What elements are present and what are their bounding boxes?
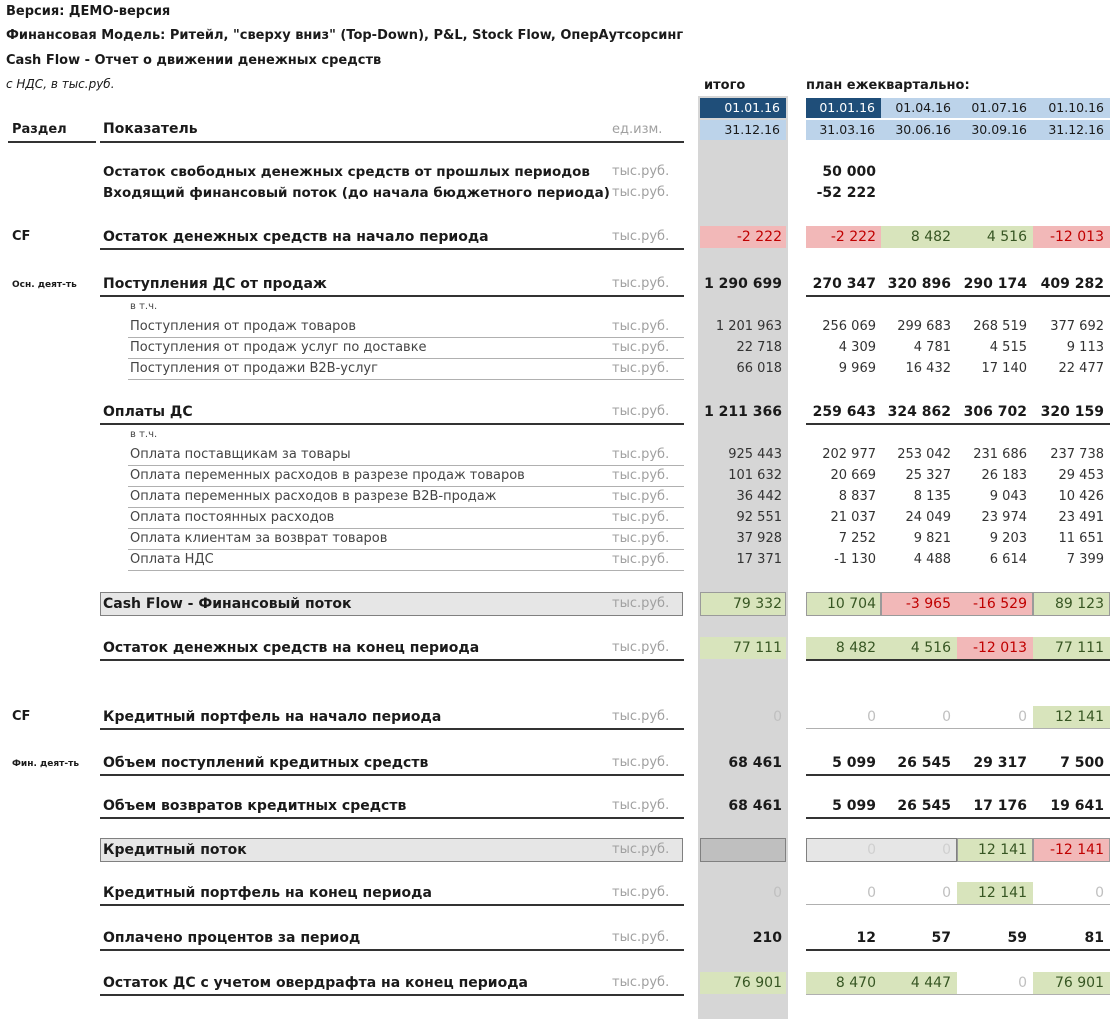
row-q1: 202 977 [822,447,876,462]
row-underline [806,774,1110,776]
row-q2: 8 135 [913,489,951,504]
row-q3: 0 [1018,975,1027,991]
row-label: Оплата поставщикам за товары [130,447,351,462]
row-unit: тыс.руб. [612,885,670,900]
table-row [0,229,1110,249]
row-q3: 4 515 [989,340,1027,355]
row-q1: 4 309 [838,340,876,355]
row-underline [806,423,1110,425]
table-row [0,552,1110,572]
table-row [0,468,1110,488]
row-q3: 290 174 [963,276,1027,292]
row-underline [100,659,684,661]
row-q4: 89 123 [1055,596,1104,612]
row-label: Оплачено процентов за период [103,930,361,946]
q2-end-date: 30.06.16 [895,122,951,137]
q1-end-date: 31.03.16 [819,122,875,137]
row-q3: -16 529 [972,596,1027,612]
row-q2: 24 049 [905,510,951,525]
row-underline [806,817,1110,819]
row-q2: 9 821 [913,531,951,546]
row-underline [806,904,1110,905]
row-q3: 6 614 [989,552,1027,567]
row-label: Кредитный портфель на конец периода [103,885,432,901]
row-q2: 0 [942,885,951,901]
row-underline [100,248,684,250]
row-q4: 9 113 [1066,340,1104,355]
row-q3: 12 141 [978,885,1027,901]
row-underline [100,774,684,776]
row-unit: тыс.руб. [612,319,670,334]
q3-end-date: 30.09.16 [971,122,1027,137]
row-total: 66 018 [736,361,782,376]
row-total: 925 443 [728,447,782,462]
row-q4: 7 500 [1060,755,1104,771]
row-q1: -52 222 [816,185,876,201]
row-underline [128,465,684,466]
row-q1: 0 [867,885,876,901]
row-q1: 21 037 [830,510,876,525]
total-start-date: 01.01.16 [700,98,786,118]
row-unit: тыс.руб. [612,930,670,945]
row-label: Оплаты ДС [103,404,193,420]
row-underline [128,528,684,529]
row-q2: 16 432 [905,361,951,376]
row-label: Остаток ДС с учетом овердрафта на конец периода [103,975,528,991]
row-label: Cash Flow - Финансовый поток [103,596,352,612]
row-total: 0 [773,709,782,725]
row-q4: 22 477 [1058,361,1104,376]
section-header: Раздел [12,122,67,137]
row-q1: 8 470 [835,975,876,991]
row-label: Объем поступлений кредитных средств [103,755,429,771]
plan-label: план ежеквартально: [806,78,970,93]
row-q3: 12 141 [978,842,1027,858]
row-underline [100,949,684,951]
row-label: Поступления ДС от продаж [103,276,327,292]
row-unit: тыс.руб. [612,404,670,419]
row-underline [128,570,684,571]
row-label: в т.ч. [130,301,158,312]
row-q3: 23 974 [981,510,1027,525]
row-total: 92 551 [736,510,782,525]
row-unit: тыс.руб. [612,510,670,525]
row-label: в т.ч. [130,429,158,440]
row-unit: тыс.руб. [612,447,670,462]
row-section: CF [12,709,31,724]
row-unit: тыс.руб. [612,489,670,504]
row-q1: 270 347 [812,276,876,292]
row-q2: 26 545 [897,755,951,771]
row-q1: 10 704 [827,596,876,612]
row-label: Кредитный поток [103,842,247,858]
row-q1: 7 252 [838,531,876,546]
table-row [0,301,1110,315]
table-row [0,975,1110,995]
unit-header: ед.изм. [612,122,663,137]
row-q1: -1 130 [834,552,876,567]
row-label: Поступления от продаж услуг по доставке [130,340,427,355]
row-total: 210 [752,930,782,946]
table-row [0,340,1110,360]
row-total: 37 928 [736,531,782,546]
row-q1: 256 069 [822,319,876,334]
table-row [0,531,1110,551]
row-q4: 7 399 [1066,552,1104,567]
row-q2: 57 [931,930,951,946]
row-q3: 9 203 [989,531,1027,546]
row-label: Объем возвратов кредитных средств [103,798,407,814]
row-q4: 29 453 [1058,468,1104,483]
total-end-date: 31.12.16 [700,120,786,140]
row-underline [128,358,684,359]
row-q3: 4 516 [986,229,1027,245]
row-label: Оплата переменных расходов в разрезе продаж товаров [130,468,525,483]
row-q3: 9 043 [989,489,1027,504]
row-q1: 8 482 [835,640,876,656]
row-q4: 0 [1095,885,1104,901]
table-row [0,798,1110,818]
row-label: Кредитный портфель на начало периода [103,709,442,725]
row-q1: 20 669 [830,468,876,483]
row-q2: 26 545 [897,798,951,814]
row-underline [806,994,1110,995]
row-q3: 26 183 [981,468,1027,483]
row-unit: тыс.руб. [612,755,670,770]
table-row [0,755,1110,775]
row-q4: 12 141 [1055,709,1104,725]
row-section: Фин. деят-ть [12,759,80,769]
row-unit: тыс.руб. [612,361,670,376]
row-total: 36 442 [736,489,782,504]
header-underline-section [8,141,96,143]
table-row [0,930,1110,950]
row-total: 1 290 699 [704,276,782,292]
row-underline [128,337,684,338]
row-total: 77 111 [733,640,782,656]
row-underline [100,904,684,906]
row-unit: тыс.руб. [612,185,670,200]
row-unit: тыс.руб. [612,164,670,179]
q4-end-date: 31.12.16 [1048,122,1104,137]
row-total: 17 371 [736,552,782,567]
row-label: Поступления от продажи B2B-услуг [130,361,378,376]
row-label: Поступления от продаж товаров [130,319,357,334]
table-row [0,447,1110,467]
row-q2: 4 781 [913,340,951,355]
row-total: 22 718 [736,340,782,355]
row-q3: -12 013 [972,640,1027,656]
row-q1: 50 000 [822,164,876,180]
row-q1: 12 [856,930,876,946]
row-underline [100,817,684,819]
row-total: 0 [773,885,782,901]
row-label: Остаток денежных средств на конец периода [103,640,480,656]
row-q4: -12 013 [1049,229,1104,245]
row-q4: 377 692 [1050,319,1104,334]
table-row [0,596,1110,616]
row-label: Оплата клиентам за возврат товаров [130,531,388,546]
row-q2: 4 447 [910,975,951,991]
table-row [0,510,1110,530]
row-unit: тыс.руб. [612,276,670,291]
row-q1: 5 099 [832,798,876,814]
row-q2: 299 683 [897,319,951,334]
table-row [0,164,1110,184]
row-q3: 59 [1007,930,1027,946]
row-underline [100,295,684,297]
row-unit: тыс.руб. [612,468,670,483]
table-row [0,489,1110,509]
row-underline [128,486,684,487]
row-q3: 29 317 [973,755,1027,771]
row-q2: 25 327 [905,468,951,483]
q4-start-date: 01.10.16 [1048,100,1104,115]
row-underline [128,549,684,550]
row-q1: 0 [867,709,876,725]
table-row [0,319,1110,339]
row-q2: 4 488 [913,552,951,567]
row-q4: 320 159 [1040,404,1104,420]
row-unit: тыс.руб. [612,975,670,990]
q1-start-date: 01.01.16 [819,100,875,115]
row-q4: 76 901 [1055,975,1104,991]
units-note: с НДС, в тыс.руб. [6,77,115,91]
report-title: Cash Flow - Отчет о движении денежных средств [6,53,382,68]
table-row [0,404,1110,424]
row-underline [100,994,684,996]
table-row [0,640,1110,660]
row-underline [128,379,684,380]
row-q2: 0 [942,709,951,725]
row-unit: тыс.руб. [612,842,670,857]
row-q4: 23 491 [1058,510,1104,525]
row-q1: 0 [867,842,876,858]
row-q2: -3 965 [905,596,951,612]
row-q2: 0 [942,842,951,858]
row-label: Остаток денежных средств на начало периода [103,229,489,245]
row-underline [806,728,1110,729]
row-unit: тыс.руб. [612,709,670,724]
table-row [0,185,1110,205]
table-row [0,842,1110,862]
row-q2: 253 042 [897,447,951,462]
row-q2: 320 896 [887,276,951,292]
table-row [0,429,1110,443]
row-unit: тыс.руб. [612,531,670,546]
row-total: 101 632 [728,468,782,483]
table-row [0,276,1110,296]
model-title: Финансовая Модель: Ритейл, "сверху вниз" (Top-Down), P&L, Stock Flow, ОперАутсорсинг [6,28,684,43]
version-title: Версия: ДЕМО-версия [6,4,171,19]
row-q4: 77 111 [1055,640,1104,656]
row-total: 76 901 [733,975,782,991]
row-q2: 4 516 [910,640,951,656]
row-q3: 17 140 [981,361,1027,376]
row-q3: 0 [1018,709,1027,725]
row-underline [806,295,1110,297]
row-q4: 81 [1084,930,1104,946]
row-q4: 237 738 [1050,447,1104,462]
indicator-header: Показатель [103,121,198,137]
row-total: 79 332 [733,596,782,612]
row-total: 68 461 [728,755,782,771]
row-section: Осн. деят-ть [12,280,77,290]
row-label: Оплата переменных расходов в разрезе B2B-продаж [130,489,497,504]
row-q1: 8 837 [838,489,876,504]
header-underline-indicator [100,141,684,143]
row-q4: 11 651 [1058,531,1104,546]
q2-start-date: 01.04.16 [895,100,951,115]
row-q1: -2 222 [830,229,876,245]
row-q4: 409 282 [1040,276,1104,292]
row-underline [100,423,684,425]
itogo-label: итого [704,78,746,93]
row-underline [806,949,1110,951]
row-unit: тыс.руб. [612,640,670,655]
table-row [0,885,1110,905]
row-label: Оплата постоянных расходов [130,510,335,525]
row-q1: 9 969 [838,361,876,376]
row-unit: тыс.руб. [612,596,670,611]
q3-start-date: 01.07.16 [971,100,1027,115]
row-unit: тыс.руб. [612,340,670,355]
row-q4: 19 641 [1050,798,1104,814]
row-total: 68 461 [728,798,782,814]
row-unit: тыс.руб. [612,552,670,567]
row-q4: -12 141 [1049,842,1104,858]
row-q3: 17 176 [973,798,1027,814]
row-q1: 259 643 [812,404,876,420]
row-underline [806,659,1110,661]
row-q2: 324 862 [887,404,951,420]
row-label: Входящий финансовый поток (до начала бюджетного периода) [103,185,610,201]
row-q3: 231 686 [973,447,1027,462]
row-q1: 5 099 [832,755,876,771]
row-label: Оплата НДС [130,552,214,567]
row-q2: 8 482 [910,229,951,245]
row-underline [128,507,684,508]
row-total: 1 201 963 [715,319,782,334]
table-row [0,709,1110,729]
row-q4: 10 426 [1058,489,1104,504]
table-row [0,361,1110,381]
row-label: Остаток свободных денежных средств от прошлых периодов [103,164,590,180]
row-q3: 268 519 [973,319,1027,334]
row-q3: 306 702 [963,404,1027,420]
row-total: 1 211 366 [704,404,782,420]
row-total: -2 222 [736,229,782,245]
row-section: CF [12,229,31,244]
row-underline [100,728,684,730]
row-unit: тыс.руб. [612,229,670,244]
row-unit: тыс.руб. [612,798,670,813]
